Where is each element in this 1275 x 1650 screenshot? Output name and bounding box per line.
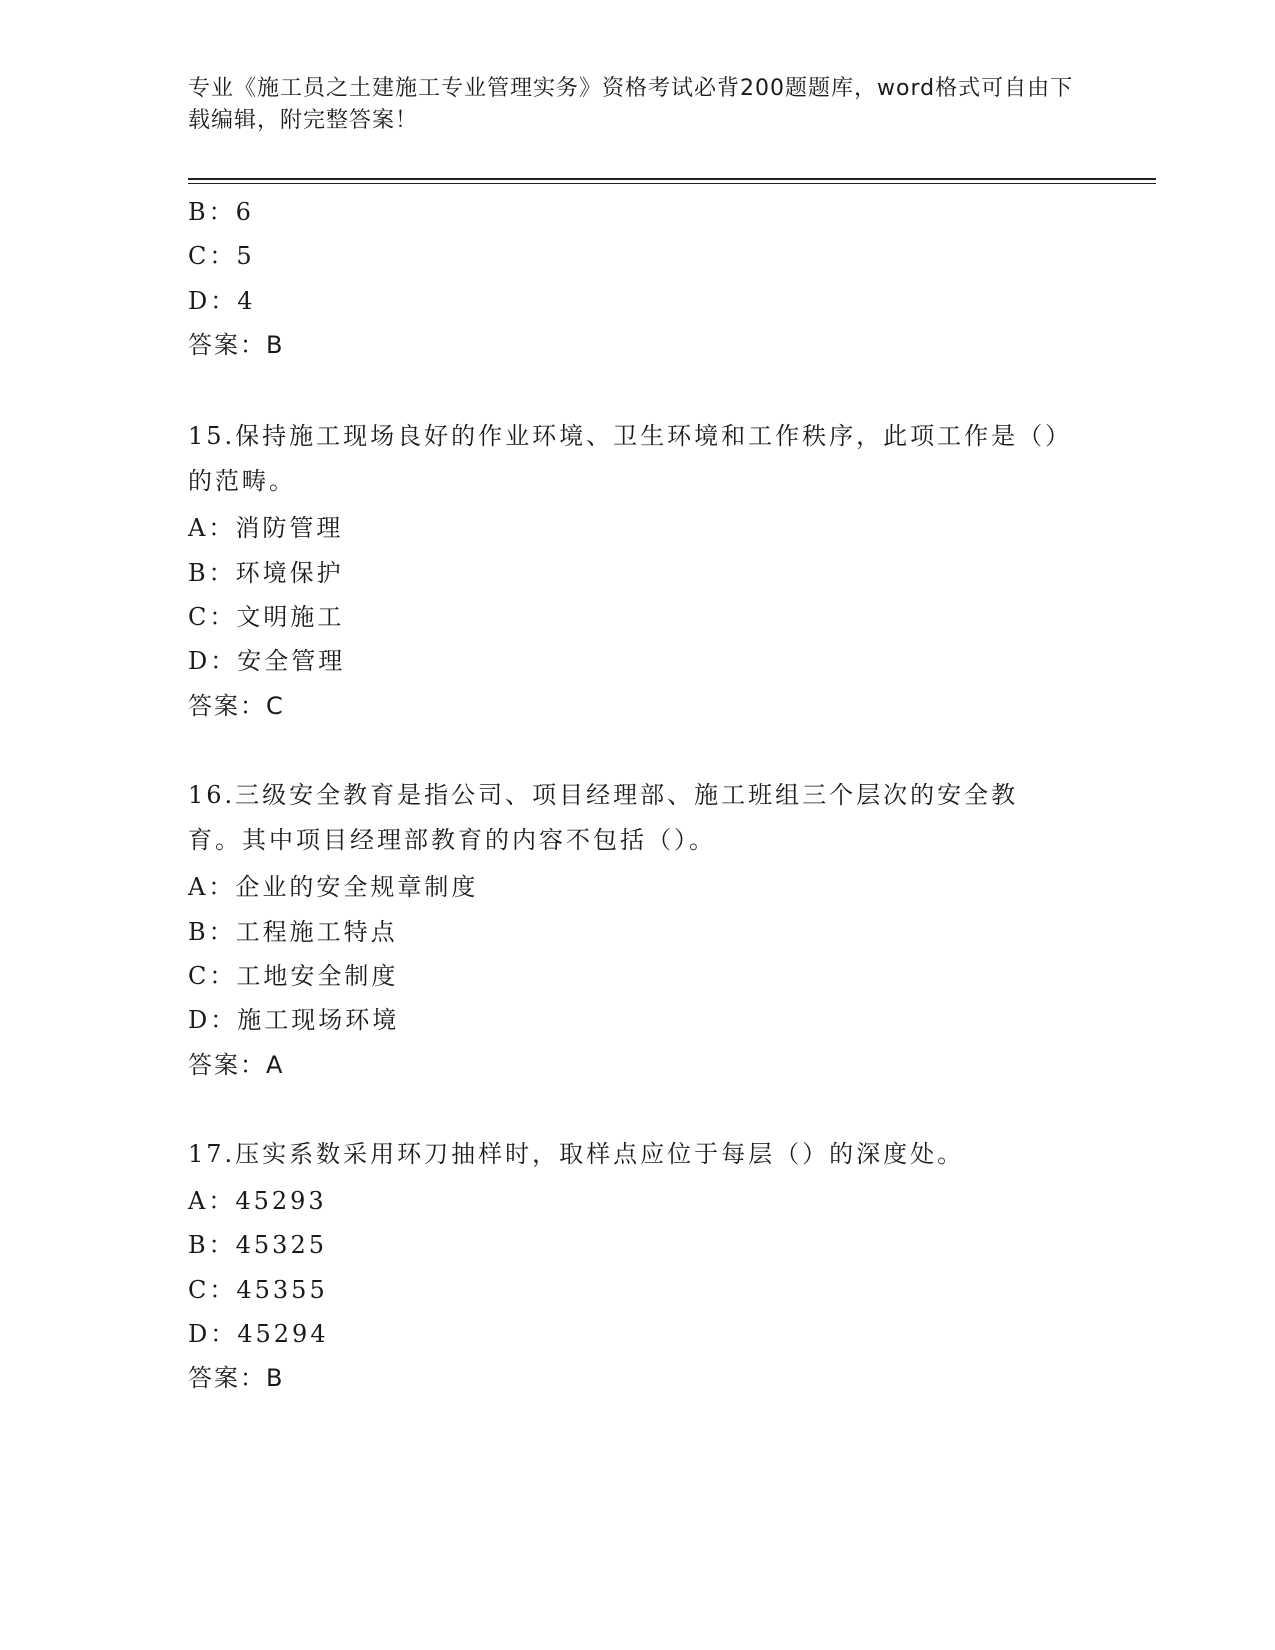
question-15: 15.保持施工现场良好的作业环境、卫生环境和工作秩序，此项工作是（）的范畴。 [188,422,1061,495]
option-d: D：施工现场环境 [188,1006,400,1034]
option-d: D：45294 [188,1320,329,1348]
header-divider [188,178,1156,184]
option-d: D：4 [188,287,256,315]
answer-line: 答案：C [188,692,285,720]
option-a: A：消防管理 [188,514,344,542]
option-a: A：45293 [188,1187,327,1215]
option-a: A：企业的安全规章制度 [188,873,479,901]
question-16: 16.三级安全教育是指公司、项目经理部、施工班组三个层次的安全教育。其中项目经理部教育的内容不包括（）。 [188,781,1019,854]
question-17: 17.压实系数采用环刀抽样时，取样点应位于每层（）的深度处。 [188,1140,965,1168]
document-header: 专业《施工员之土建施工专业管理实务》资格考试必背200题题库，word格式可自由下载编辑，附完整答案！ [188,76,1074,133]
answer-line: 答案：B [188,1364,285,1392]
option-b: B：环境保护 [188,559,344,587]
option-c: C：工地安全制度 [188,962,399,990]
option-b: B：45325 [188,1231,327,1259]
option-b: B：工程施工特点 [188,918,398,946]
option-c: C：5 [188,242,255,270]
option-d: D：安全管理 [188,647,346,675]
option-c: C：45355 [188,1276,328,1304]
answer-line: 答案：A [188,1051,285,1079]
answer-line: 答案：B [188,331,285,359]
option-b: B：6 [188,198,254,226]
option-c: C：文明施工 [188,603,345,631]
